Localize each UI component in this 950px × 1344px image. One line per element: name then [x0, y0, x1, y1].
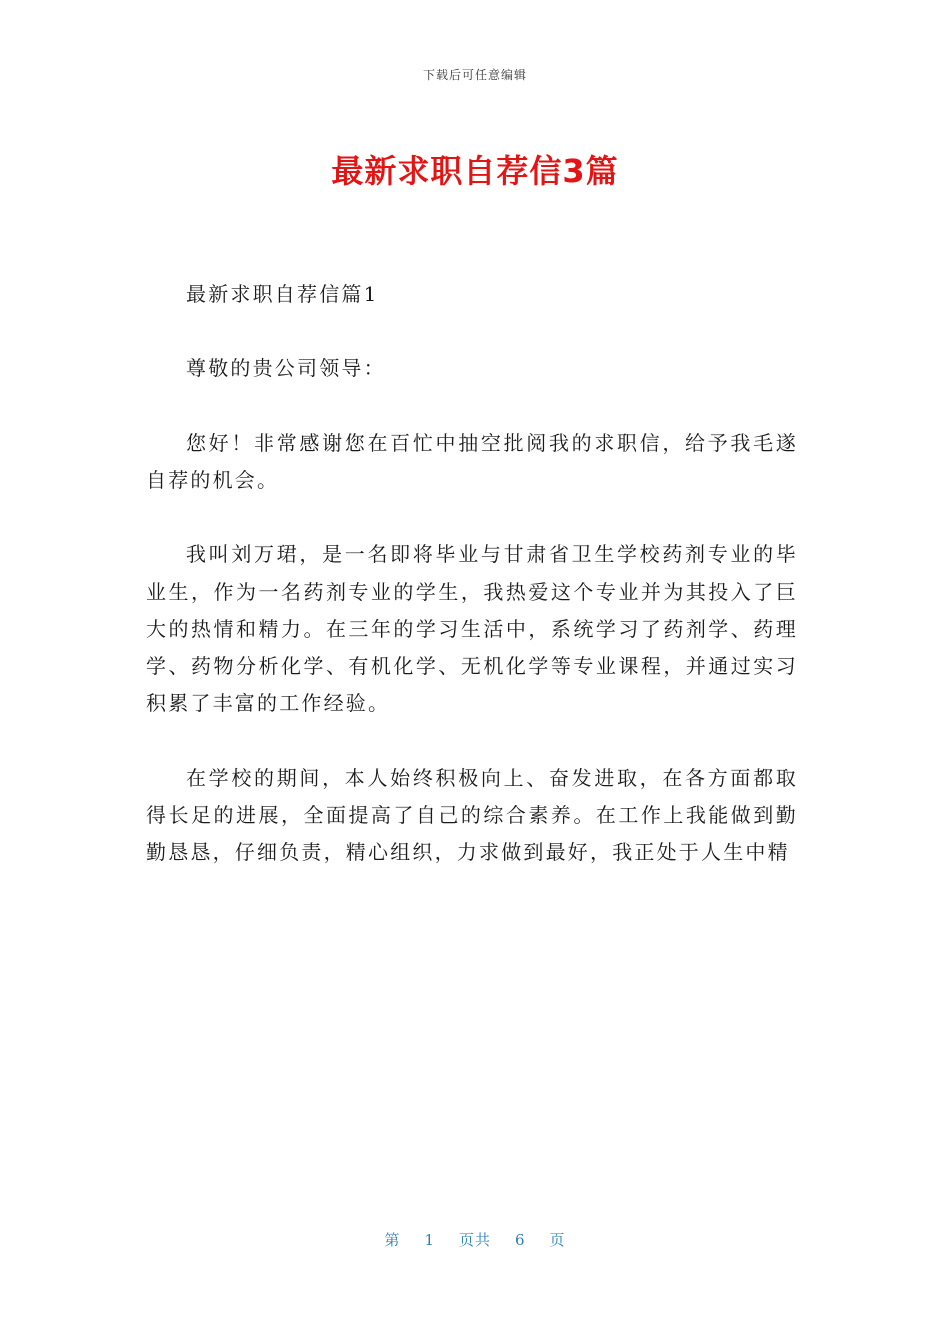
- paragraph-school-period: 在学校的期间，本人始终积极向上、奋发进取，在各方面都取得长足的进展，全面提高了自己的综合素养。在工作上我能做到勤勤恳恳，仔细负责，精心组织，力求做到最好，我正处于人生中精: [146, 765, 798, 864]
- footer-label-yegong: 页共: [458, 1231, 491, 1249]
- paragraph-introduction: 我叫刘万珺，是一名即将毕业与甘肃省卫生学校药剂专业的毕业生，作为一名药剂专业的学生，我热爱这个专业并为其投入了巨大的热情和精力。在三年的学习生活中，系统学习了药剂学、药理学、药物分析化学、有机化学、无机化学等专业课程，并通过实习积累了丰富的工作经验。: [146, 542, 798, 716]
- footer-current-page: 1: [424, 1231, 435, 1249]
- page-header-note: 下载后可任意编辑: [422, 68, 527, 82]
- paragraph-salutation: 尊敬的贵公司领导：: [186, 356, 386, 381]
- footer-label-di: 第: [384, 1231, 401, 1249]
- paragraph-greeting: 您好！非常感谢您在百忙中抽空批阅我的求职信，给予我毛遂自荐的机会。: [146, 430, 798, 492]
- document-body: [146, 276, 798, 908]
- footer-total-pages: 6: [515, 1231, 526, 1249]
- footer-label-ye: 页: [549, 1231, 566, 1249]
- page-footer: [0, 1229, 950, 1250]
- paragraph-heading: 最新求职自荐信篇1: [186, 282, 379, 306]
- document-title: 最新求职自荐信3篇: [331, 152, 619, 190]
